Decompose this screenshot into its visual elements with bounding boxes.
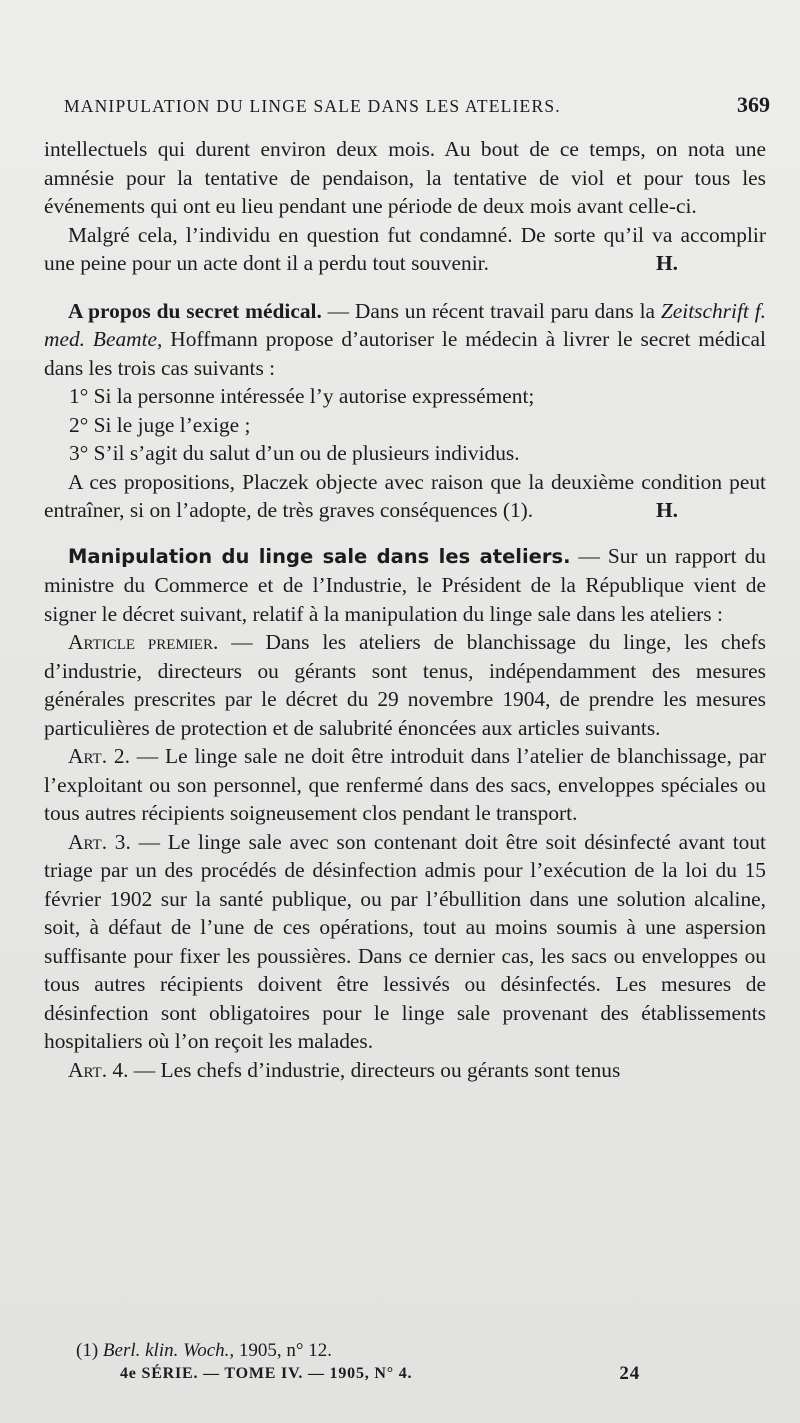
article-3-text: — Le linge sale avec son contenant doit être soit désinfecté avant tout triage par un des procédés de désinfection admis pour l’exécution de la loi du 15 février 1902 sur la santé publique, ou par l’ébullition dans une solution alcaline, soit, à défaut de l’une de ces opérations, tout au moins soumis à une aspersion suffisante pour fixer les poussières. Dans ce dernier cas, les sacs ou enveloppes ou tous autres récipients doivent être lessivés ou désinfectés. Les mesures de désinfection sont obligatoires pour le linge sale provenant des établissements hospitaliers où l’on reçoit les malades.	[44, 829, 766, 1053]
article-3-label: Art. 3.	[68, 829, 131, 854]
signature-mark: 24	[619, 1363, 640, 1384]
secret-medical-heading: A propos du secret médical.	[68, 298, 322, 323]
journal-title: Zeitschrift f. med. Beamte,	[44, 298, 766, 351]
article-3	[44, 828, 766, 1056]
objection-paragraph	[44, 468, 766, 525]
article-2	[44, 742, 766, 828]
article-4	[44, 1056, 766, 1085]
list-item: 1° Si la personne intéressée l’y autorise expressément;	[69, 384, 535, 408]
secret-medical-paragraph	[44, 297, 766, 383]
verdict-text: Malgré cela, l’individu en question fut condamné. De sorte qu’il va accomplir une peine pour un acte dont il a perdu tout souvenir.	[44, 222, 766, 275]
running-header	[64, 92, 782, 117]
article-2-text: — Le linge sale ne doit être introduit dans l’atelier de blanchissage, par l’exploitant ou son personnel, que renfermé dans des sacs, enveloppes spéciales ou tous autres récipients soigneusement clos pendant le transport.	[44, 744, 766, 825]
footnote-details: 1905, n° 12.	[234, 1340, 332, 1361]
page-footer	[120, 1365, 640, 1383]
paragraph-verdict	[44, 221, 766, 278]
linge-intro: — Sur un rapport du ministre du Commerce et de l’Industrie, le Président de la République vient de signer le décret suivant, relatif à la manipulation du linge sale dans les ateliers :	[44, 543, 766, 626]
footnote-source: Berl. klin. Woch.,	[102, 1340, 235, 1361]
secret-intro-a: — Dans un récent travail paru dans la	[321, 298, 661, 323]
footnote	[76, 1340, 332, 1362]
article-2-label: Art. 2.	[68, 744, 130, 768]
objection-text: A ces propositions, Placzek objecte avec raison que la deuxième condition peut entraîner, si on l’adopte, de très graves conséquences (1).	[44, 469, 766, 522]
article-1-label: Article premier.	[68, 630, 219, 654]
article-1	[44, 628, 766, 742]
article-1-text: — Dans les ateliers de blanchissage du linge, les chefs d’industrie, directeurs ou gérants sont tenus, indépendamment des mesures générales prescrites par le décret du 29 novembre 1904, de prendre les mesures particulières de protection et de salubrité énoncées aux articles suivants.	[44, 630, 766, 740]
linge-intro-paragraph	[44, 542, 766, 629]
article-4-text: — Les chefs d’industrie, directeurs ou gérants sont tenus	[128, 1057, 621, 1082]
linge-heading: Manipulation du linge sale dans les ateliers.	[68, 544, 571, 568]
author-signature: H.	[656, 498, 678, 522]
list-item: 3° S’il s’agit du salut d’un ou de plusieurs individus.	[69, 441, 520, 465]
list-item: 2° Si le juge l’exige ;	[69, 412, 251, 437]
footnote-marker: (1)	[76, 1340, 99, 1361]
paragraph-continuation: intellectuels qui durent environ deux mois. Au bout de ce temps, on nota une amnésie pour la tentative de pendaison, la tentative de viol et pour tous les événements qui ont eu lieu pendant une période de deux mois avant celle-ci.	[44, 137, 766, 218]
article-4-label: Art. 4.	[68, 1057, 129, 1082]
running-title: MANIPULATION DU LINGE SALE DANS LES ATELIERS.	[64, 96, 561, 116]
author-signature: H.	[656, 251, 678, 275]
secret-intro-b: Hoffmann propose d’autoriser le médecin à livrer le secret médical dans les trois cas suivants :	[44, 327, 766, 380]
page-body	[44, 135, 766, 1084]
series-line: 4e SÉRIE. — TOME IV. — 1905, N° 4.	[120, 1365, 413, 1382]
page-number: 369	[737, 92, 770, 117]
